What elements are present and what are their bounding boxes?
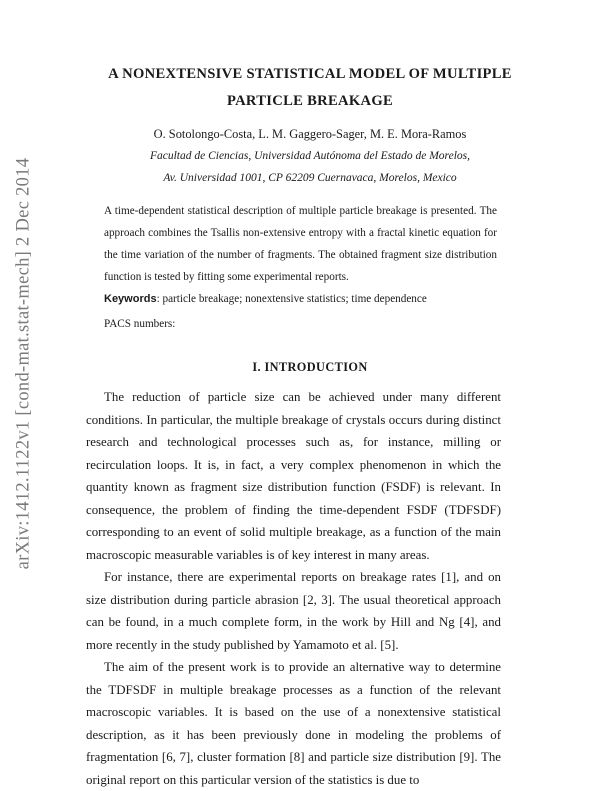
section-heading: I. INTRODUCTION xyxy=(252,360,368,374)
keywords xyxy=(104,288,497,310)
paper-title-line-1: A NONEXTENSIVE STATISTICAL MODEL OF MULTIPLE xyxy=(108,66,512,82)
paragraph: The aim of the present work is to provide an alternative way to determine the TDFSDF in multiple breakage processes as a function of the relevant macroscopic variables. It is based on the use of a nonextensive statistical description, as it has been previously done in modeling the problems of fragmentation [6, 7], cluster formation [8] and particle size distribution [9]. The original report on this particular version of the statistics is due to xyxy=(86,660,501,787)
authors: O. Sotolongo-Costa, L. M. Gaggero-Sager, M. E. Mora-Ramos xyxy=(153,127,467,141)
abstract-text: A time-dependent statistical description of multiple particle breakage is presented. The approach combines the Tsallis non-extensive entropy with a fractal kinetic equation for the time variation of the number of fragments. The obtained fragment size distribution function is tested by fitting some experimental reports. xyxy=(104,205,497,283)
pacs-numbers: PACS numbers: xyxy=(104,318,176,330)
arxiv-identifier xyxy=(10,148,38,578)
paper-title-line-2: PARTICLE BREAKAGE xyxy=(226,93,394,109)
affiliation-line-2: Av. Universidad 1001, CP 62209 Cuernavaca, Morelos, Mexico xyxy=(163,172,457,184)
abstract xyxy=(104,200,497,310)
arxiv-identifier-text: arXiv:1412.1122v1 [cond-mat.stat-mech] 2 Dec 2014 xyxy=(13,157,34,569)
keywords-text: : particle breakage; nonextensive statistics; time dependence xyxy=(156,293,427,305)
affiliation-line-1: Facultad de Ciencias, Universidad Autónoma del Estado de Morelos, xyxy=(149,150,471,162)
paragraph: The reduction of particle size can be achieved under many different conditions. In particular, the multiple breakage of crystals occurs during distinct research and technological processes such as, for instance, milling or recirculation loops. It is, in fact, a very complex phenomenon in which the quantity known as fragment size distribution function (FSDF) is relevant. In consequence, the problem of finding the time-dependent FSDF (TDFSDF) corresponding to an event of solid multiple breakage, as a function of the main macroscopic measurable variables is of key interest in many areas. xyxy=(86,390,501,562)
section-body xyxy=(86,386,501,791)
paragraph: For instance, there are experimental reports on breakage rates [1], and on size distribution during particle abrasion [2, 3]. The usual theoretical approach can be found, in a much complete form, in the work by Hill and Ng [4], and more recently in the study published by Yamamoto et al. [5]. xyxy=(86,570,501,652)
keywords-label: Keywords xyxy=(104,293,157,305)
